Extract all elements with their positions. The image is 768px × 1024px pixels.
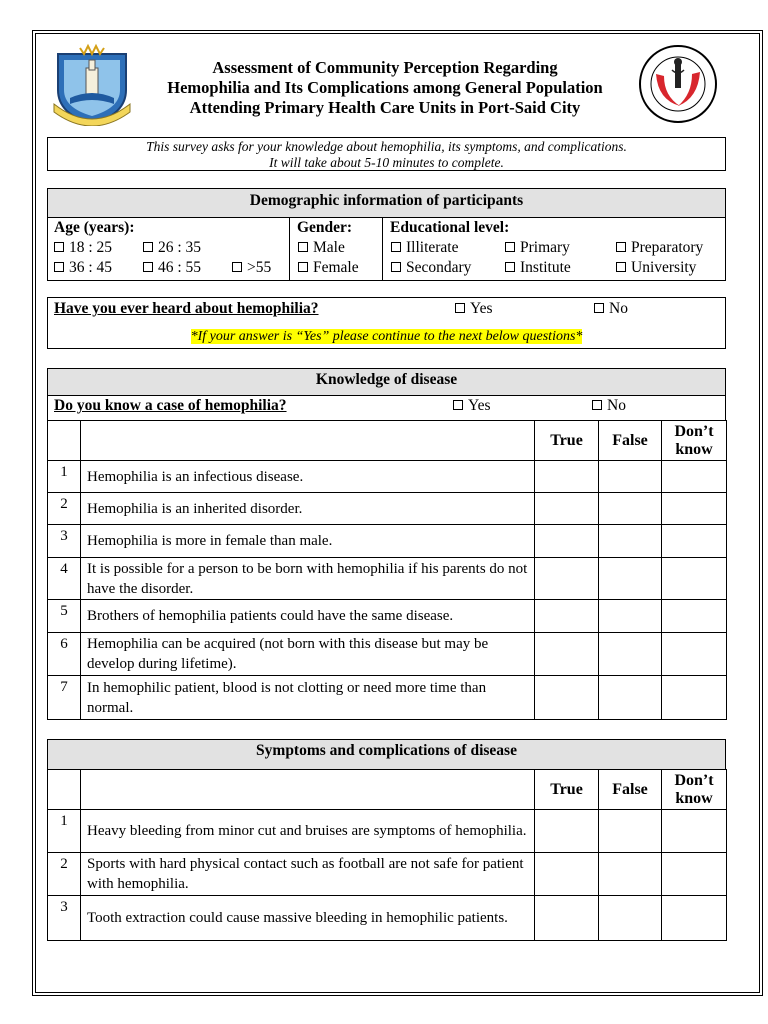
col-true: True [535,770,599,810]
row-number: 3 [48,896,81,941]
answer-dont-know-cell[interactable] [662,633,727,676]
knowledge-header: Knowledge of disease [48,369,725,396]
checkbox-icon [232,262,242,272]
age-option[interactable]: 18 : 25 [54,239,112,257]
row-statement: Heavy bleeding from minor cut and bruises are symptoms of hemophilia. [81,810,535,853]
age-option[interactable]: 36 : 45 [54,259,112,277]
answer-true-cell[interactable] [535,558,599,600]
row-number: 2 [48,853,81,896]
row-statement: Sports with hard physical contact such as football are not safe for patient with hemophilia. [81,853,535,896]
intro-line-1: This survey asks for your knowledge about hemophilia, its symptoms, and complications. [146,139,627,154]
table-cell [48,421,81,461]
row-statement: Hemophilia is an inherited disorder. [81,493,535,525]
row-number: 3 [48,525,81,558]
heard-no-option[interactable]: No [594,300,628,318]
col-false: False [599,421,662,461]
row-statement: Tooth extraction could cause massive bleeding in hemophilic patients. [81,896,535,941]
answer-false-cell[interactable] [599,558,662,600]
case-no-option[interactable]: No [592,397,626,415]
checkbox-icon [616,262,626,272]
table-row [48,810,727,853]
table-row [48,558,727,600]
education-option[interactable]: Secondary [391,259,471,277]
col-dont-know: Don’t know [662,421,727,461]
table-cell [48,770,81,810]
answer-false-cell[interactable] [599,676,662,720]
checkbox-icon [594,303,604,313]
row-number: 4 [48,558,81,600]
answer-true-cell[interactable] [535,853,599,896]
answer-dont-know-cell[interactable] [662,676,727,720]
checkbox-icon [453,400,463,410]
title-line-1: Assessment of Community Perception Regarding [212,58,558,77]
checkbox-icon [143,242,153,252]
answer-true-cell[interactable] [535,896,599,941]
divider [289,217,290,281]
answer-dont-know-cell[interactable] [662,525,727,558]
answer-true-cell[interactable] [535,525,599,558]
heard-yes-option[interactable]: Yes [455,300,493,318]
answer-true-cell[interactable] [535,633,599,676]
age-option[interactable]: >55 [232,259,271,277]
answer-false-cell[interactable] [599,600,662,633]
table-row [48,493,727,525]
education-option[interactable]: Primary [505,239,570,257]
title-line-3: Attending Primary Health Care Units in Port-Said City [189,98,581,117]
table-row [48,461,727,493]
age-option[interactable]: 26 : 35 [143,239,201,257]
education-option[interactable]: University [616,259,696,277]
divider [382,217,383,281]
table-row [48,633,727,676]
checkbox-icon [391,242,401,252]
table-cell [81,770,535,810]
case-question: Do you know a case of hemophilia? [54,397,287,414]
demographics-header: Demographic information of participants [48,189,725,218]
checkbox-icon [592,400,602,410]
table-header-row [48,421,727,461]
survey-intro [47,137,726,171]
row-number: 1 [48,810,81,853]
checkbox-icon [143,262,153,272]
answer-dont-know-cell[interactable] [662,600,727,633]
age-option[interactable]: 46 : 55 [143,259,201,277]
checkbox-icon [54,242,64,252]
row-statement: Brothers of hemophilia patients could have the same disease. [81,600,535,633]
gender-option[interactable]: Male [298,239,345,257]
checkbox-icon [54,262,64,272]
table-row [48,896,727,941]
answer-false-cell[interactable] [599,525,662,558]
checkbox-icon [505,242,515,252]
table-header-row [48,770,727,810]
gender-option[interactable]: Female [298,259,359,277]
checkbox-icon [455,303,465,313]
row-number: 6 [48,633,81,676]
answer-true-cell[interactable] [535,810,599,853]
row-number: 5 [48,600,81,633]
education-option[interactable]: Institute [505,259,571,277]
row-number: 7 [48,676,81,720]
symptoms-header-box [47,739,726,770]
answer-dont-know-cell[interactable] [662,493,727,525]
table-cell [81,421,535,461]
answer-false-cell[interactable] [599,633,662,676]
table-row [48,525,727,558]
intro-line-2: It will take about 5-10 minutes to complete. [269,155,504,170]
answer-false-cell[interactable] [599,810,662,853]
port-said-university-logo [50,42,134,126]
heard-question: Have you ever heard about hemophilia? [54,300,319,317]
row-statement: Hemophilia can be acquired (not born with this disease but may be develop during lifetime). [81,633,535,676]
age-label: Age (years): [54,219,135,236]
row-statement: It is possible for a person to be born with hemophilia if his parents do not have the disorder. [81,558,535,600]
checkbox-icon [616,242,626,252]
education-label: Educational level: [390,219,510,236]
answer-true-cell[interactable] [535,676,599,720]
faculty-of-nursing-logo [632,44,724,126]
table-row [48,600,727,633]
answer-dont-know-cell[interactable] [662,461,727,493]
heard-note: *If your answer is “Yes” please continue to the next below questions* [190,329,583,344]
row-statement: In hemophilic patient, blood is not clotting or need more time than normal. [81,676,535,720]
education-option[interactable]: Illiterate [391,239,459,257]
answer-dont-know-cell[interactable] [662,853,727,896]
answer-false-cell[interactable] [599,896,662,941]
symptoms-table [47,769,727,941]
answer-false-cell[interactable] [599,461,662,493]
answer-false-cell[interactable] [599,493,662,525]
checkbox-icon [298,262,308,272]
heard-note-row [47,327,726,345]
checkbox-icon [298,242,308,252]
checkbox-icon [505,262,515,272]
table-row [48,676,727,720]
survey-title [130,58,640,118]
answer-dont-know-cell[interactable] [662,810,727,853]
education-option[interactable]: Preparatory [616,239,703,257]
answer-dont-know-cell[interactable] [662,558,727,600]
row-number: 2 [48,493,81,525]
knowledge-table [47,420,727,720]
row-statement: Hemophilia is more in female than male. [81,525,535,558]
answer-false-cell[interactable] [599,853,662,896]
answer-true-cell[interactable] [535,600,599,633]
symptoms-header: Symptoms and complications of disease [48,740,725,769]
col-dont-know: Don’t know [662,770,727,810]
answer-true-cell[interactable] [535,461,599,493]
title-line-2: Hemophilia and Its Complications among General Population [167,78,603,97]
col-false: False [599,770,662,810]
row-number: 1 [48,461,81,493]
col-true: True [535,421,599,461]
gender-label: Gender: [297,219,353,236]
case-yes-option[interactable]: Yes [453,397,491,415]
answer-true-cell[interactable] [535,493,599,525]
row-statement: Hemophilia is an infectious disease. [81,461,535,493]
answer-dont-know-cell[interactable] [662,896,727,941]
checkbox-icon [391,262,401,272]
table-row [48,853,727,896]
